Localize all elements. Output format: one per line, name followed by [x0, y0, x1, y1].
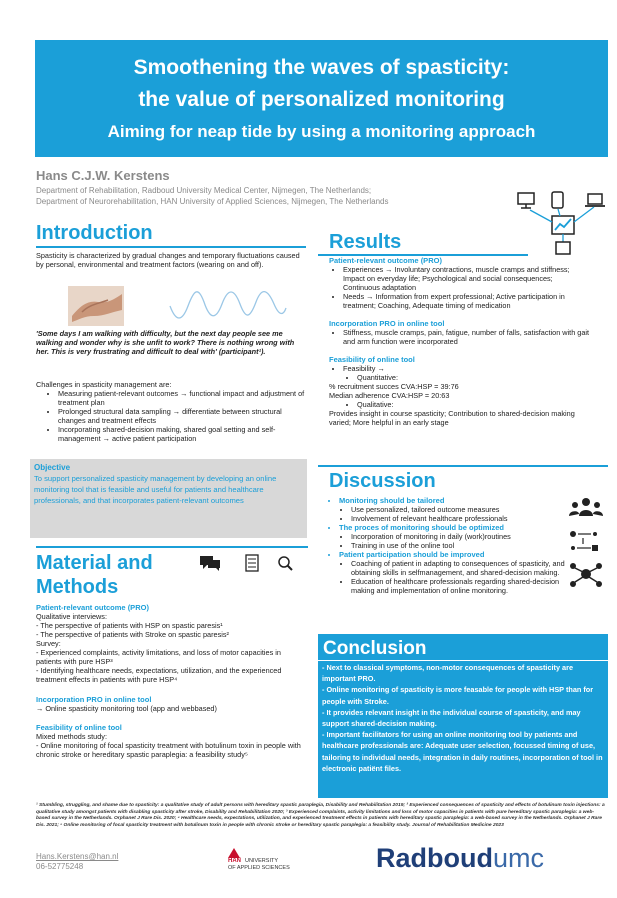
magnify-icon — [279, 557, 292, 570]
discussion-heading: • The proces of monitoring should be optimized — [339, 523, 584, 532]
introduction-title: Introduction — [36, 222, 153, 244]
process-icon — [570, 531, 598, 551]
conclusion-item: - Next to classical symptoms, non-motor consequences of spasticity are important PRO. — [322, 663, 574, 684]
radboud-logo — [376, 843, 544, 874]
challenges-heading: Challenges in spasticity management are: — [36, 380, 172, 389]
results-feas-item: • Feasibility → — [343, 364, 591, 373]
results-pro-item: • Experiences → Involuntary contractions, muscle cramps and stiffness; Impact on everyday life; Psychological and social consequences; Continuous adaptation — [343, 265, 591, 292]
discussion-item: • Involvement of relevant healthcare professionals — [351, 514, 584, 523]
collaboration-icon — [570, 563, 602, 587]
methods-tool-heading: Incorporation PRO in online tool — [36, 695, 152, 704]
discussion-icons — [565, 494, 607, 590]
discussion-item: • Coaching of patient in adapting to consequences of spasticity, and obtaining skills in selfmanagement, and shared-decision making. — [351, 559, 584, 577]
han-logo-sub2: OF APPLIED SCIENCES — [228, 865, 290, 871]
results-pro-item: • Needs → Information from expert professional; Active participation in treatment; Coaching, Adequate timing of medication — [343, 292, 591, 310]
checklist-icon — [246, 555, 258, 571]
methods-line: - Experienced complaints, activity limitations, and loss of motor capacities in patients with pure HSP³ — [36, 648, 281, 666]
author-name: Hans C.J.W. Kerstens — [36, 168, 170, 183]
results-pro-heading: Patient-relevant outcome (PRO) — [329, 256, 442, 265]
results-body — [329, 256, 591, 427]
discussion-item: • Use personalized, tailored outcome measures — [351, 505, 584, 514]
radboud-logo-name: Radboud — [376, 843, 493, 873]
discussion-item: • Training in use of the online tool — [351, 541, 584, 550]
conclusion-item: - Online monitoring of spasticity is more feasable for people with HSP than for people with Stroke. — [322, 685, 594, 706]
participant-quote: 'Some days I am walking with difficulty, but the next day people see me walking and wonder why is she unfit to work? There is nothing wrong with her. This is very frustrating and difficult to deal with' (participant¹). — [36, 329, 295, 356]
qual-text: Provides insight in course spasticity; Contribution to shared-decision making varied; More helpful in an early stage — [329, 409, 575, 427]
title-line-2: the value of personalized monitoring — [138, 88, 505, 111]
methods-line: - The perspective of patients with Stroke on spastic paresis² — [36, 630, 229, 639]
contact-phone: 06-52775248 — [36, 862, 84, 871]
qual-label: • Qualitative: — [357, 400, 591, 409]
challenge-item: • Measuring patient-relevant outcomes → functional impact and adjustment of treatment plan — [58, 389, 308, 407]
affiliation-1: Department of Rehabilitation, Radboud University Medical Center, Nijmegen, The Netherlands; — [36, 186, 372, 195]
discussion-heading: • Patient participation should be improved — [339, 550, 584, 559]
methods-line: - Online monitoring of focal spasticity treatment with botulinum toxin in people with chronic stroke or hereditary spastic paraplegia: a feasibility study⁵ — [36, 741, 301, 759]
affiliation-2: Department of Neurorehabilitation, HAN University of Applied Sciences, Nijmegen, The Netherlands — [36, 197, 389, 206]
introduction-rule — [36, 246, 306, 248]
methods-title-line-2: Methods — [36, 576, 119, 598]
quant-line-1: % recruitment succes CVA:HSP = 39:76 — [329, 382, 459, 391]
methods-title-line-1: Material and — [36, 552, 153, 574]
methods-line: Survey: — [36, 639, 61, 648]
han-logo-name: HAN — [228, 858, 241, 864]
references: ¹ Stumbling, struggling, and shame due to spasticity: a qualitative study of adult persons with hereditary spastic paraplegia, Disability and Rehabilitation 2019; ² Experienced consequences of spasticity and effects of botulinum toxin injections: a qualitative study amongst patients with disabling spasticity after stroke, Disability and Rehabilitation 2020; ³ Experienced complaints, activity limitations and loss of motor capacities in patients with pure hereditary spastic paraplegia: a web-based survey in the Netherlands. Orphanet J Rare Dis. 2020; ⁴ Healthcare needs, expectations, utilization, and experienced treatment effects in patients with hereditary spastic paraplegia: a web-based survey in the Netherlands. Orphanet J Rare Dis. 2021; ⁵ Online monitoring of focal spasticity treatment with botulinum toxin in people with chronic stroke or hereditary spastic paraplegia: a feasibility study. Journal of Rehabilitation Medicine 2023 — [36, 803, 605, 828]
methods-pro-heading: Patient-relevant outcome (PRO) — [36, 603, 149, 612]
discussion-item: • Incorporation of monitoring in daily (work)routines — [351, 532, 584, 541]
methods-body — [36, 603, 308, 759]
team-icon — [569, 498, 603, 516]
discussion-title: Discussion — [329, 470, 436, 492]
methods-line: Mixed methods study: — [36, 732, 107, 741]
conclusion-body — [322, 662, 604, 774]
methods-feas-heading: Feasibility of online tool — [36, 723, 122, 732]
challenge-item: • Prolonged structural data sampling → differentiate between structural changes and treatment effects — [58, 407, 308, 425]
methods-rule — [36, 546, 308, 548]
results-tool-heading: Incorporation PRO in online tool — [329, 319, 445, 328]
discussion-heading: • Monitoring should be tailored — [339, 496, 584, 505]
wave-graphic — [168, 284, 288, 324]
chat-icon — [200, 556, 220, 571]
conclusion-title: Conclusion — [323, 638, 427, 659]
challenges-block — [36, 380, 308, 443]
conclusion-rule — [318, 660, 608, 661]
han-logo-sub1: UNIVERSITY — [245, 858, 279, 864]
results-title: Results — [329, 231, 402, 253]
methods-title — [36, 551, 153, 599]
hand-photo — [68, 286, 124, 326]
conclusion-item: - Important facilitators for using an online monitoring tool by patients and healthcare professionals are: Adequate user selection, focussed timing of use, tailoring to individual needs, integration in daily routines, incorporation of tool in electronic patiënt files. — [322, 730, 603, 773]
methods-tool-text: → Online spasticity monitoring tool (app and webbased) — [36, 704, 217, 713]
methods-line: - The perspective of patients with HSP on spastic paresis¹ — [36, 621, 223, 630]
results-feas-heading: Feasibility of online tool — [329, 355, 415, 364]
objective-box — [30, 459, 307, 538]
discussion-body — [329, 496, 584, 595]
han-logo — [228, 848, 318, 878]
quant-line-2: Median adherence CVA:HSP = 20:63 — [329, 391, 450, 400]
methods-icons — [198, 552, 306, 576]
objective-text: To support personalized spasticity management by developing an online monitoring tool that is feasible and useful for patients and healthcare professionals, and that incorporates patient-relevant outcomes — [34, 474, 277, 505]
monitoring-devices-icon — [512, 190, 612, 260]
introduction-text: Spasticity is characterized by gradual changes and temporary fluctuations caused by personal, environmental and treatment factors (wearing on and off). — [36, 251, 300, 269]
challenge-item: • Incorporating shared-decision making, shared goal setting and self-management → active patient participation — [58, 425, 308, 443]
conclusion-item: - It provides relevant insight in the individual course of spasticity, and may support shared-decision making. — [322, 707, 581, 729]
radboud-logo-umc: umc — [492, 843, 544, 873]
title-line-1: Smoothening the waves of spasticity: — [133, 56, 510, 79]
objective-title: Objective — [34, 463, 71, 472]
methods-line: Qualitative interviews: — [36, 612, 107, 621]
title-banner — [35, 40, 608, 157]
contact-email[interactable]: Hans.Kerstens@han.nl — [36, 852, 119, 861]
results-tool-item: • Stiffness, muscle cramps, pain, fatigue, number of falls, satisfaction with gait and arm function were incorporated — [343, 328, 591, 346]
quant-label: • Quantitative: — [357, 373, 591, 382]
methods-line: - Identifying healthcare needs, expectations, utilization, and the experienced treatment effects in patients with pure HSP⁴ — [36, 666, 282, 684]
conclusion-box — [318, 634, 608, 798]
discussion-rule-top — [318, 465, 608, 467]
subtitle: Aiming for neap tide by using a monitoring approach — [107, 122, 536, 141]
discussion-item: • Education of healthcare professionals regarding shared-decision making and implementation of online monitoring. — [351, 577, 584, 595]
